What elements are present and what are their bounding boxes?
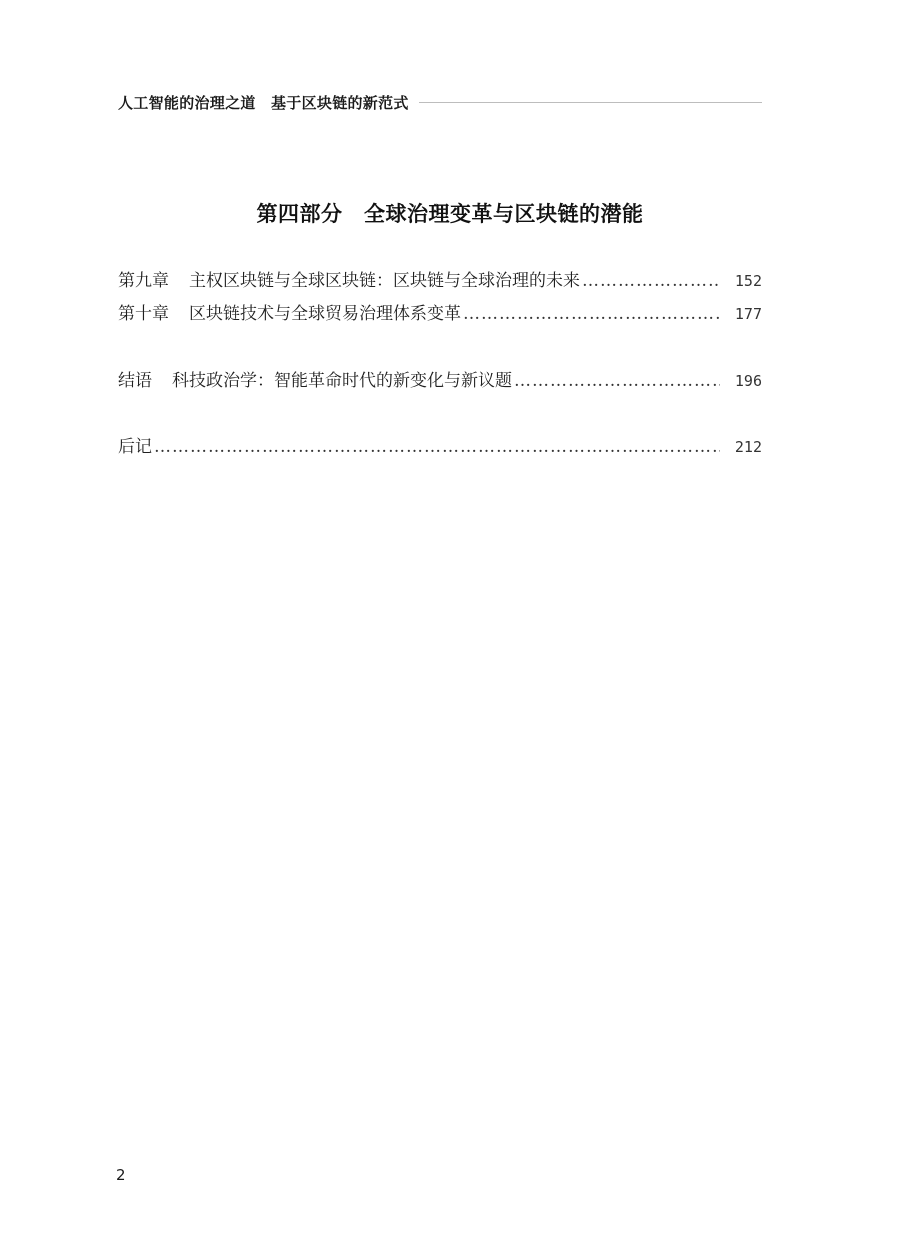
toc-page-number: 212 <box>734 438 762 456</box>
toc-page-number: 196 <box>734 372 762 390</box>
toc-entry-afterword[interactable] <box>118 432 762 458</box>
dot-leader <box>154 437 720 457</box>
toc-label: 第九章 <box>118 271 169 291</box>
toc-title: 科技政治学：智能革命时代的新变化与新议题 <box>172 371 512 391</box>
toc-label: 结语 <box>118 371 152 391</box>
running-title: 人工智能的治理之道 基于区块链的新范式 <box>118 93 409 112</box>
toc-entry-conclusion[interactable] <box>118 366 762 392</box>
running-header <box>118 90 762 114</box>
toc-title: 区块链技术与全球贸易治理体系变革 <box>189 304 461 324</box>
toc-page-number: 177 <box>734 305 762 323</box>
toc-title: 主权区块链与全球区块链：区块链与全球治理的未来 <box>189 271 580 291</box>
dot-leader <box>463 304 720 324</box>
page-number: 2 <box>116 1166 126 1184</box>
part-title: 第四部分 全球治理变革与区块链的潜能 <box>256 201 644 226</box>
toc-label: 第十章 <box>118 304 169 324</box>
dot-leader <box>514 371 720 391</box>
dot-leader <box>582 271 720 291</box>
toc-entry-chapter-10[interactable] <box>118 299 762 325</box>
toc-entry-chapter-9[interactable] <box>118 266 762 292</box>
toc-page-number: 152 <box>734 272 762 290</box>
toc-label: 后记 <box>118 437 152 457</box>
header-rule <box>419 102 762 103</box>
